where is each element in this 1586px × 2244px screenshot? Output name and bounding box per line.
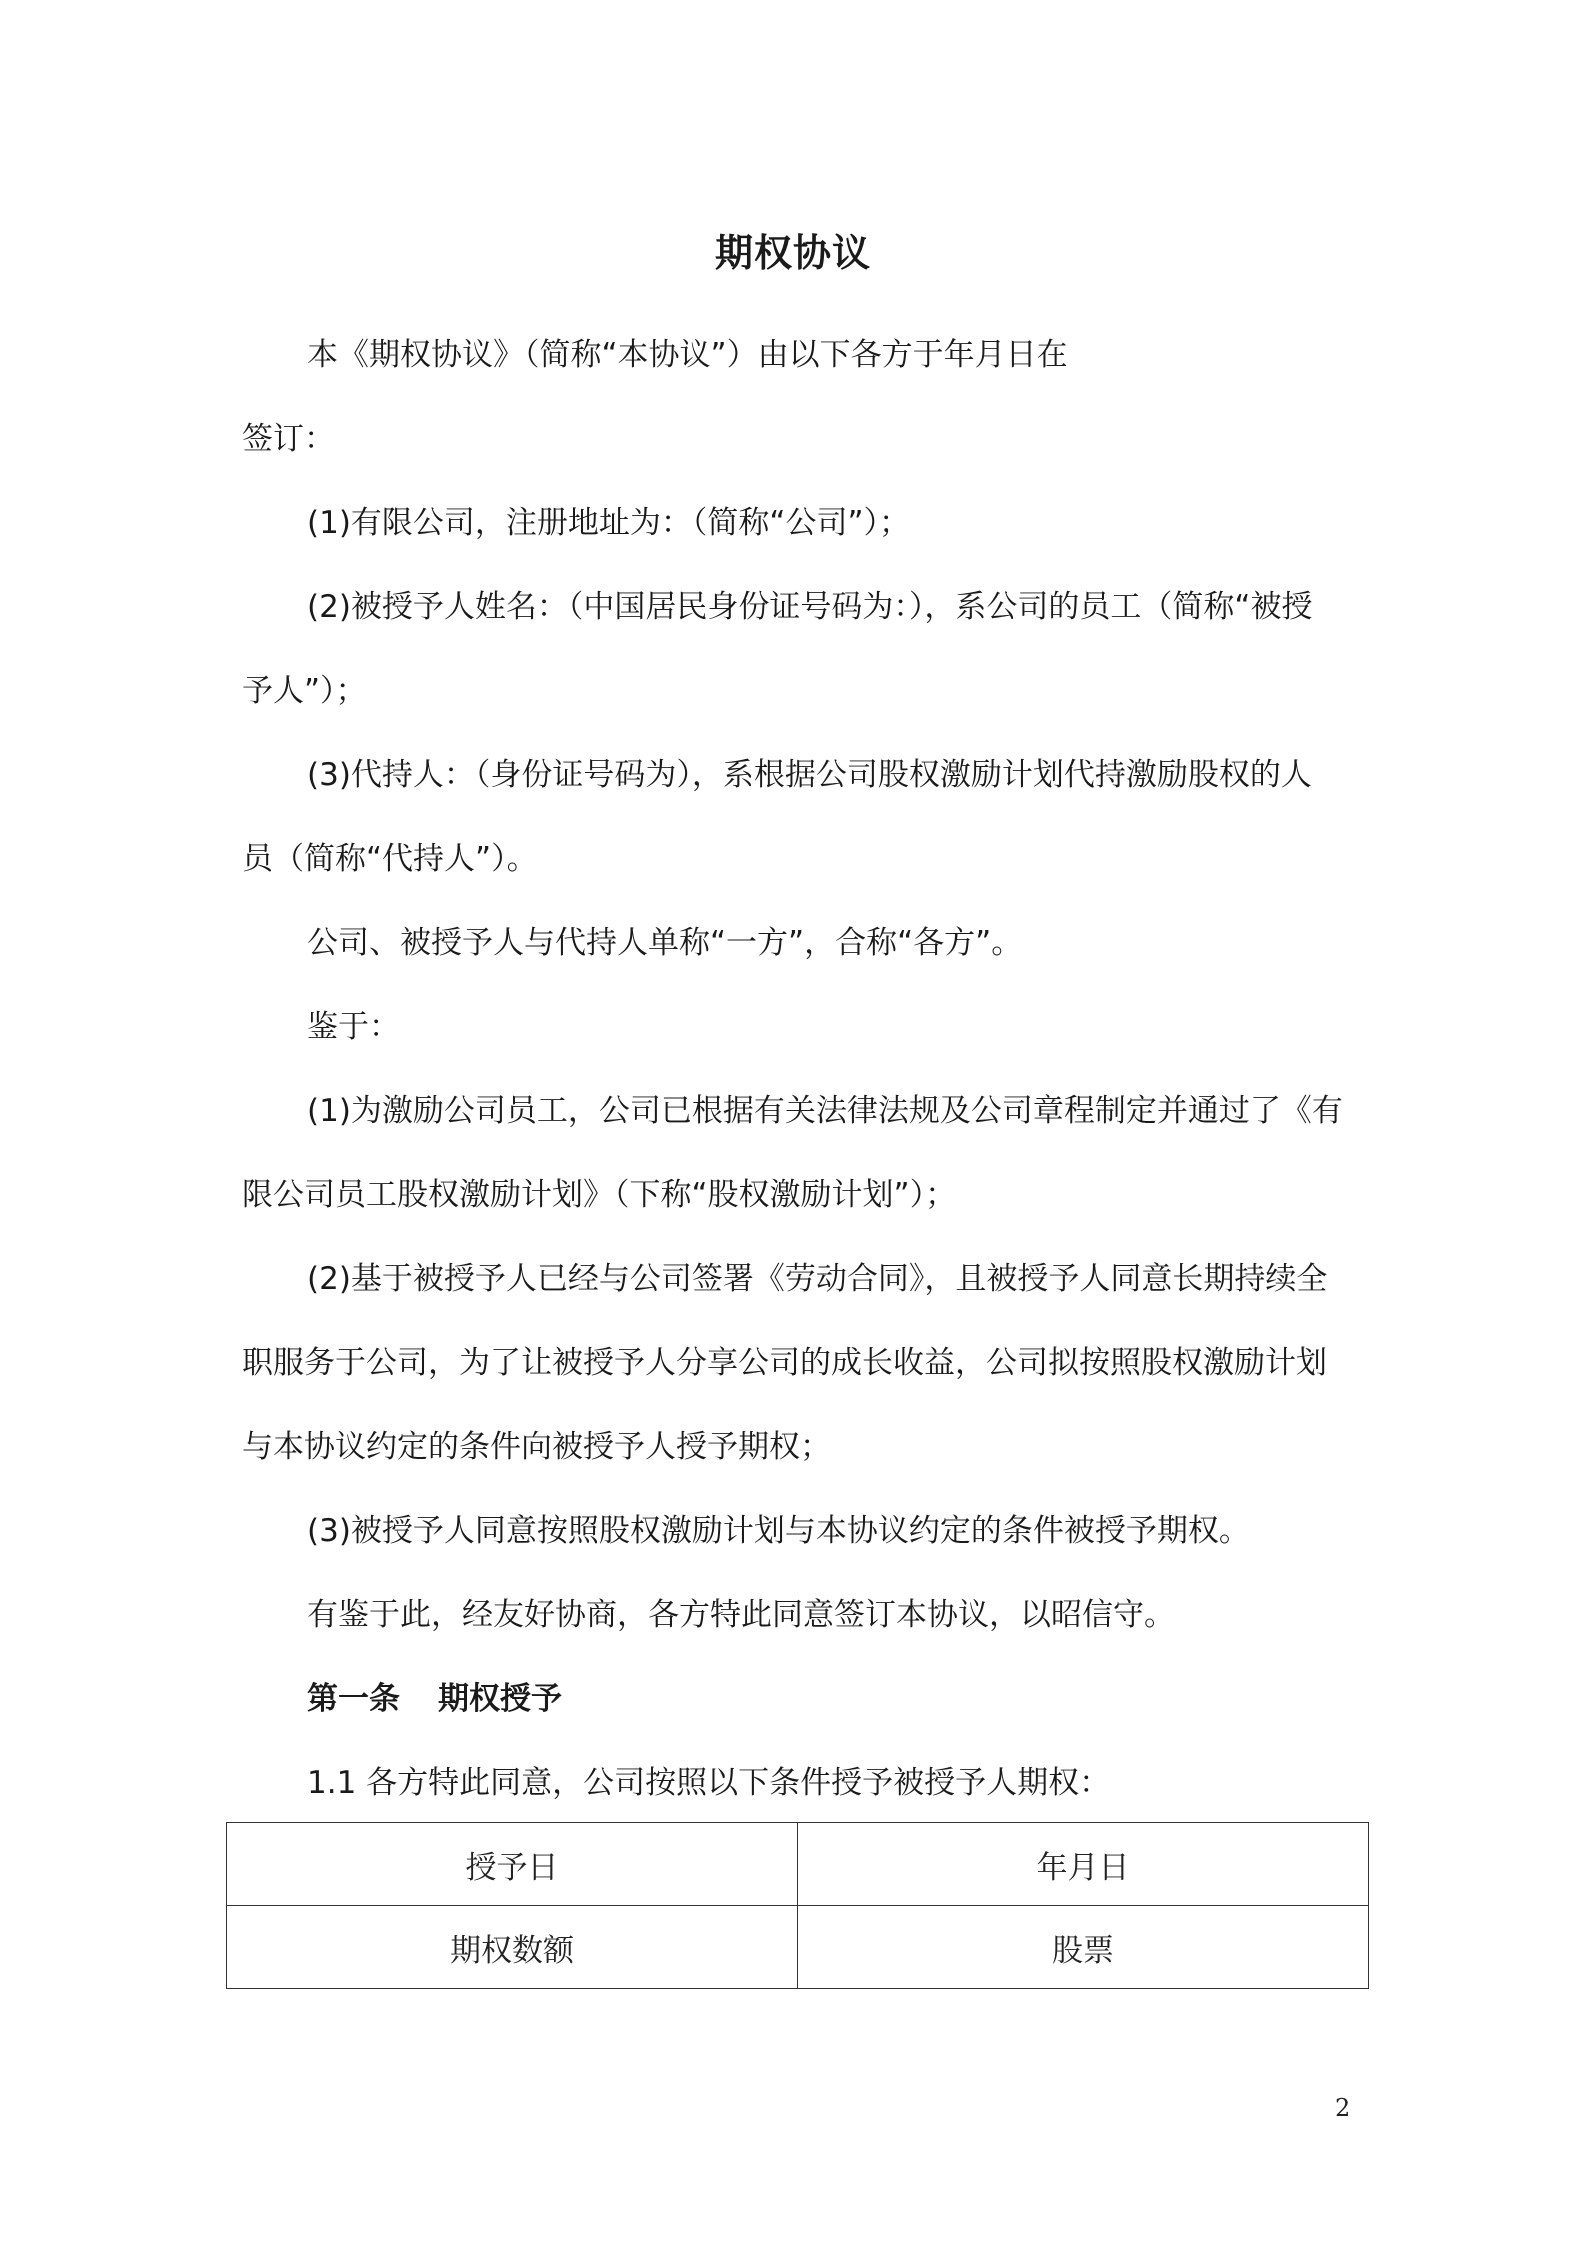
- party-3: (3)代持人：（身份证号码为），系根据公司股权激励计划代持激励股权的人: [307, 757, 1312, 793]
- recital-2: (2)基于被授予人已经与公司签署《劳动合同》，且被授予人同意长期持续全: [307, 1261, 1328, 1297]
- recital-1-continued: 限公司员工股权激励计划》（下称“股权激励计划”）；: [242, 1177, 957, 1213]
- agreement-statement: 有鉴于此，经友好协商，各方特此同意签订本协议，以昭信守。: [307, 1597, 1175, 1633]
- recital-1: (1)为激励公司员工，公司已根据有关法律法规及公司章程制定并通过了《有: [307, 1093, 1343, 1129]
- parties-definition: 公司、被授予人与代持人单称“一方”，合称“各方”。: [307, 925, 1023, 961]
- recital-3: (3)被授予人同意按照股权激励计划与本协议约定的条件被授予期权。: [307, 1513, 1250, 1549]
- party-3-continued: 员（简称“代持人”）。: [242, 841, 538, 877]
- grant-table: [226, 1822, 1369, 1989]
- party-1: (1)有限公司，注册地址为：（简称“公司”）；: [307, 505, 911, 541]
- article-title: 期权授予: [438, 1681, 562, 1717]
- article-1-heading: [307, 1679, 562, 1719]
- recital-2-continued: 职服务于公司，为了让被授予人分享公司的成长收益，公司拟按照股权激励计划: [242, 1345, 1327, 1381]
- clause-1-1: 1.1 各方特此同意，公司按照以下条件授予被授予人期权：: [307, 1765, 1111, 1801]
- intro-line-continued: 签订：: [242, 421, 335, 457]
- intro-line: 本《期权协议》（简称“本协议”）由以下各方于年月日在: [307, 337, 1068, 373]
- page-number: 2: [1335, 2094, 1351, 2122]
- party-2-continued: 予人”）；: [242, 673, 367, 709]
- table-cell-grant-date-label: 授予日: [227, 1823, 798, 1906]
- table-row: [227, 1906, 1369, 1989]
- table-cell-option-amount-value: 股票: [798, 1906, 1369, 1989]
- table-cell-grant-date-value: 年月日: [798, 1823, 1369, 1906]
- recital-2-continued-2: 与本协议约定的条件向被授予人授予期权；: [242, 1429, 831, 1465]
- table-row: [227, 1823, 1369, 1906]
- table-cell-option-amount-label: 期权数额: [227, 1906, 798, 1989]
- article-number: 第一条: [307, 1681, 400, 1717]
- document-title: 期权协议: [714, 231, 871, 275]
- party-2: (2)被授予人姓名：（中国居民身份证号码为：），系公司的员工（简称“被授: [307, 589, 1313, 625]
- whereas-heading: 鉴于：: [307, 1009, 400, 1045]
